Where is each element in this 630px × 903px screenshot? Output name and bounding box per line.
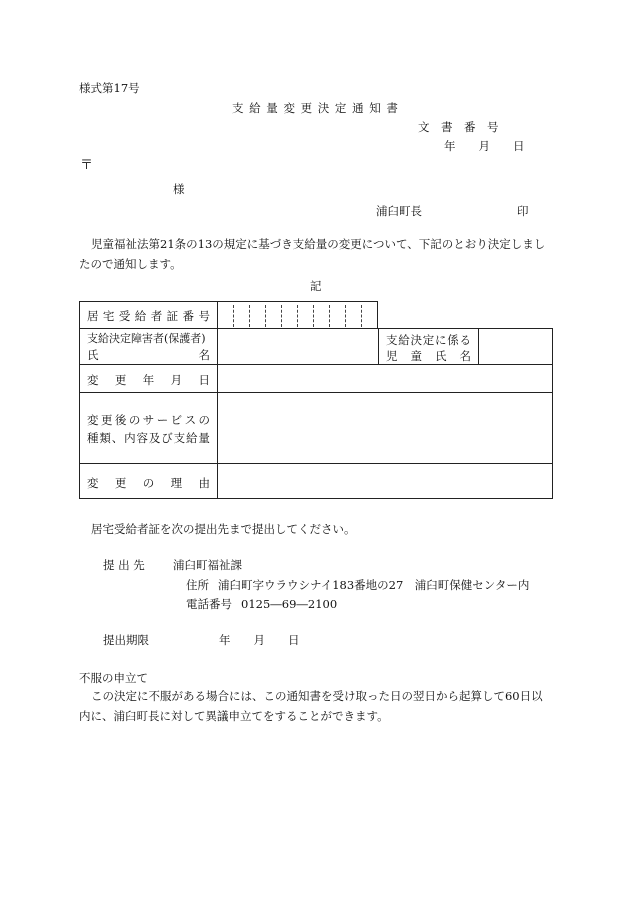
guardian-label-shi: 氏	[87, 348, 99, 362]
reason-label-cell	[79, 463, 218, 499]
cert-no-boxes	[217, 301, 378, 329]
guardian-name-value	[217, 328, 379, 365]
cert-no-divider	[329, 305, 330, 327]
seal-mark: 印	[517, 204, 529, 218]
address-label: 住所	[186, 578, 209, 592]
service-label-line2: 種 類 、 内 容 及 び 支 給 量	[87, 431, 210, 445]
cert-no-divider	[297, 305, 298, 327]
submit-note: 居宅受給者証を次の提出先まで提出してください。	[91, 522, 356, 536]
reason-value	[217, 463, 553, 499]
address-value: 浦臼町字ウラウシナイ183番地の27 浦臼町保健センター内	[218, 578, 530, 592]
deadline-label: 提出期限	[103, 633, 149, 647]
child-label-cell	[378, 328, 479, 365]
service-label-cell	[79, 392, 218, 464]
phone-value: 0125―69―2100	[241, 597, 338, 611]
guardian-label-cell	[79, 328, 218, 365]
cert-no-divider	[313, 305, 314, 327]
objection-body: この決定に不服がある場合には、この通知書を受け取った日の翌日から起算して60日以内に、浦臼町長に対して異議申立てをすることができます。	[79, 689, 543, 723]
service-label-line1: 変 更 後 の サ ー ビ ス の	[87, 413, 210, 427]
issuer-name: 浦臼町長	[376, 204, 422, 218]
recipient-suffix: 様	[173, 182, 185, 196]
change-date-value	[217, 364, 553, 393]
cert-no-divider	[233, 305, 234, 327]
deadline-date: 年 月 日	[219, 633, 300, 647]
child-label-line1: 支 給 決 定 に 係 る	[386, 333, 471, 347]
guardian-label-mei: 名	[198, 348, 210, 362]
guardian-label-line1: 支給決定障害者(保護者)	[87, 332, 206, 345]
cert-no-label: 居 宅 受 給 者 証 番 号	[87, 309, 210, 323]
change-date-label: 変 更 年 月 日	[87, 373, 210, 387]
reason-label: 変 更 の 理 由	[87, 476, 210, 490]
child-name-value	[478, 328, 553, 365]
objection-heading: 不服の申立て	[79, 671, 148, 685]
service-value	[217, 392, 553, 464]
child-label-line2: 児 童 氏 名	[386, 349, 471, 363]
cert-no-label-cell	[79, 301, 218, 329]
form-number: 様式第17号	[79, 81, 140, 95]
cert-no-divider	[345, 305, 346, 327]
document-title: 支 給 量 変 更 決 定 通 知 書	[232, 101, 399, 115]
submit-dest-label: 提 出 先	[103, 558, 145, 572]
phone-label: 電話番号	[186, 597, 232, 611]
submit-dest-name: 浦臼町福祉課	[173, 558, 242, 572]
ki-heading: 記	[310, 279, 322, 293]
change-date-label-cell	[79, 364, 218, 393]
document-number-label: 文 書 番 号	[418, 120, 499, 134]
cert-no-divider	[281, 305, 282, 327]
intro-paragraph: 児童福祉法第21条の13の規定に基づき支給量の変更について、下記のとおり決定しましたので通知します。	[79, 237, 546, 271]
cert-no-divider	[361, 305, 362, 327]
postal-mark: 〒	[80, 158, 94, 173]
cert-no-divider	[265, 305, 266, 327]
cert-no-divider	[249, 305, 250, 327]
date-line: 年 月 日	[444, 139, 525, 153]
